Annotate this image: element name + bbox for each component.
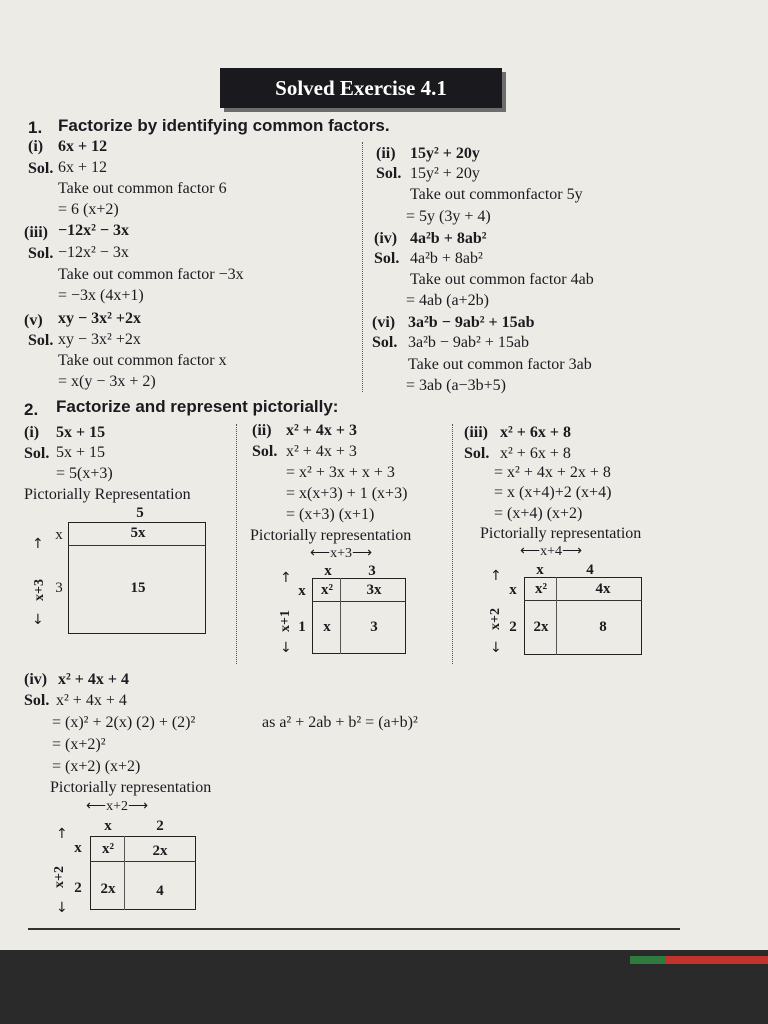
q2-iii-top-arrow [520,543,582,560]
q2-ii-box-divider [340,578,341,654]
q2-ii-line-1: x² + 4x + 3 [286,443,357,460]
q2-iv-cell-4: 4 [156,883,164,899]
q2-iii-side-label: x+2 [488,608,503,630]
q2-iii-top-arrow-label: x+4 [540,544,562,559]
column-divider [236,424,237,664]
q2-iv-left-x: x [74,840,82,856]
q1-iii-expr: −12x² − 3x [58,222,130,239]
q2-i-pic-label: Pictorially Representation [24,486,191,503]
q1-ii-expr: 15y² + 20y [410,145,480,162]
q2-iv-box-divider [90,861,196,862]
q1-iii-label: (iii) [24,224,48,241]
q1-i-answer: = 6 (x+2) [58,201,119,218]
q2-iii-box-divider [524,600,642,601]
q1-v-label: (v) [24,312,43,329]
q2-i-line-2: = 5(x+3) [56,465,113,482]
q2-i-cell-15: 15 [130,580,146,596]
q2-heading: Factorize and represent pictorially: [56,397,339,416]
q2-iv-cell-2x-left: 2x [100,881,116,897]
q2-ii-top-arrow [310,545,372,562]
q2-iii-cell-4x: 4x [595,581,611,597]
q1-i-expr: 6x + 12 [58,138,108,155]
q2-i-left-x: x [55,527,63,543]
q2-iv-left-2: 2 [74,880,82,896]
exercise-title: Solved Exercise 4.1 [220,68,502,108]
q1-vi-answer: = 3ab (a−3b+5) [406,377,506,394]
down-arrow-icon: ↓ [56,900,68,916]
q1-v-note: Take out common factor x [58,352,227,369]
q1-iv-note: Take out common factor 4ab [410,271,594,288]
q2-ii-cell-x2: x² [321,582,333,598]
q1-iv-sol: 4a²b + 8ab² [410,250,483,267]
q2-ii-side-label: x+1 [278,610,293,632]
q1-v-sol: xy − 3x² +2x [58,331,141,348]
sol-label: Sol. [372,334,398,351]
sol-label: Sol. [252,443,278,460]
q1-i-sol: 6x + 12 [58,159,108,176]
q2-iv-identity: as a² + 2ab + b² = (a+b)² [262,714,418,731]
q1-v-answer: = x(y − 3x + 2) [58,373,156,390]
q2-iii-top-4: 4 [586,562,594,578]
q1-i-label: (i) [28,138,44,155]
q2-iv-line-4: = (x+2) (x+2) [52,758,141,775]
q2-iii-cell-x2: x² [535,581,547,597]
q1-ii-sol: 15y² + 20y [410,165,480,182]
scan-bottom-edge [0,950,768,1024]
q2-iii-label: (iii) [464,424,488,441]
up-arrow-icon: ↑ [56,826,68,842]
q2-ii-top-arrow-label: x+3 [330,546,352,561]
q2-ii-left-x: x [298,583,306,599]
q2-iv-line-3: = (x+2)² [52,736,106,753]
q2-iii-box-divider [556,577,557,655]
q2-ii-label: (ii) [252,422,272,439]
q1-iv-answer: = 4ab (a+2b) [406,292,489,309]
left-arrow-icon: ⟵ [520,544,541,559]
q1-number: 1. [28,118,43,137]
up-arrow-icon: ↑ [280,570,292,586]
q2-iii-line-3: = x (x+4)+2 (x+4) [494,484,612,501]
q2-ii-cell-3: 3 [370,619,378,635]
sol-label: Sol. [28,160,54,177]
q2-iii-line-2: = x² + 4x + 2x + 8 [494,464,611,481]
right-arrow-icon: ⟶ [561,544,583,559]
q1-iii-answer: = −3x (4x+1) [58,287,144,304]
q2-i-top-label: 5 [136,505,144,521]
q1-vi-note: Take out common factor 3ab [408,356,592,373]
q2-iii-expr: x² + 6x + 8 [500,424,572,441]
decorative-stripe [630,956,665,964]
q2-iv-expr: x² + 4x + 4 [58,671,130,688]
decorative-stripe [665,956,768,964]
q2-ii-cell-3x: 3x [366,582,382,598]
q2-iv-line-2: = (x)² + 2(x) (2) + (2)² [52,714,196,731]
down-arrow-icon: ↓ [490,640,502,656]
q1-ii-answer: = 5y (3y + 4) [406,208,491,225]
q2-iii-cell-2x: 2x [533,619,549,635]
q2-iv-side-label: x+2 [52,866,67,888]
down-arrow-icon: ↓ [32,612,44,628]
q2-iv-top-arrow-label: x+2 [106,799,128,814]
q2-iii-top-x: x [536,562,544,578]
q2-iv-cell-x2: x² [102,841,114,857]
sol-label: Sol. [374,250,400,267]
q2-iv-pic-label: Pictorially representation [50,779,212,796]
q1-vi-sol: 3a²b − 9ab² + 15ab [408,334,529,351]
q2-ii-cell-x: x [323,619,331,635]
q2-number: 2. [24,400,39,419]
q1-iii-sol: −12x² − 3x [58,244,129,261]
q2-i-left-3: 3 [55,580,63,596]
sol-label: Sol. [464,445,490,462]
q2-iv-cell-2x-top: 2x [152,843,168,859]
q2-ii-expr: x² + 4x + 3 [286,422,358,439]
up-arrow-icon: ↑ [490,568,502,584]
q1-heading: Factorize by identifying common factors. [58,116,390,135]
q2-iv-line-1: x² + 4x + 4 [56,692,127,709]
q2-iv-top-x: x [104,818,112,834]
sol-label: Sol. [376,165,402,182]
column-divider [362,142,363,392]
column-divider [452,424,453,664]
q2-iii-left-x: x [509,582,517,598]
q2-ii-line-4: = (x+3) (x+1) [286,506,375,523]
q2-i-label: (i) [24,424,40,441]
q2-iii-left-2: 2 [509,619,517,635]
q2-ii-line-2: = x² + 3x + x + 3 [286,464,395,481]
q2-i-line-1: 5x + 15 [56,444,106,461]
bottom-rule [28,928,680,930]
q2-i-cell-5x: 5x [130,525,146,541]
sol-label: Sol. [24,692,50,709]
q2-iii-line-4: = (x+4) (x+2) [494,505,583,522]
q2-ii-pic-label: Pictorially representation [250,527,412,544]
q2-iv-top-arrow [86,798,148,815]
q2-ii-top-3: 3 [368,563,376,579]
sol-label: Sol. [28,245,54,262]
q1-ii-label: (ii) [376,145,396,162]
q2-i-expr: 5x + 15 [56,424,106,441]
q2-ii-box-divider [312,601,406,602]
q1-i-note: Take out common factor 6 [58,180,227,197]
sol-label: Sol. [24,445,50,462]
q1-ii-note: Take out commonfactor 5y [410,186,583,203]
q1-v-expr: xy − 3x² +2x [58,310,142,327]
right-arrow-icon: ⟶ [127,799,149,814]
sol-label: Sol. [28,332,54,349]
q2-iv-label: (iv) [24,671,48,688]
up-arrow-icon: ↑ [32,536,44,552]
q1-iv-expr: 4a²b + 8ab² [410,230,487,247]
q1-vi-label: (vi) [372,314,396,331]
q2-iii-cell-8: 8 [599,619,607,635]
down-arrow-icon: ↓ [280,640,292,656]
q2-i-side-label: x+3 [32,579,47,601]
left-arrow-icon: ⟵ [86,799,107,814]
q1-vi-expr: 3a²b − 9ab² + 15ab [408,314,535,331]
q2-iii-line-1: x² + 6x + 8 [500,445,571,462]
left-arrow-icon: ⟵ [310,546,331,561]
q2-i-box-divider [68,545,206,546]
q2-ii-top-x: x [324,563,332,579]
q1-iv-label: (iv) [374,230,398,247]
q2-iv-top-2: 2 [156,818,164,834]
q2-iii-pic-label: Pictorially representation [480,525,642,542]
q2-iv-box-divider [124,836,125,910]
q1-iii-note: Take out common factor −3x [58,266,244,283]
q2-ii-left-1: 1 [298,619,306,635]
right-arrow-icon: ⟶ [351,546,373,561]
q2-ii-line-3: = x(x+3) + 1 (x+3) [286,485,408,502]
